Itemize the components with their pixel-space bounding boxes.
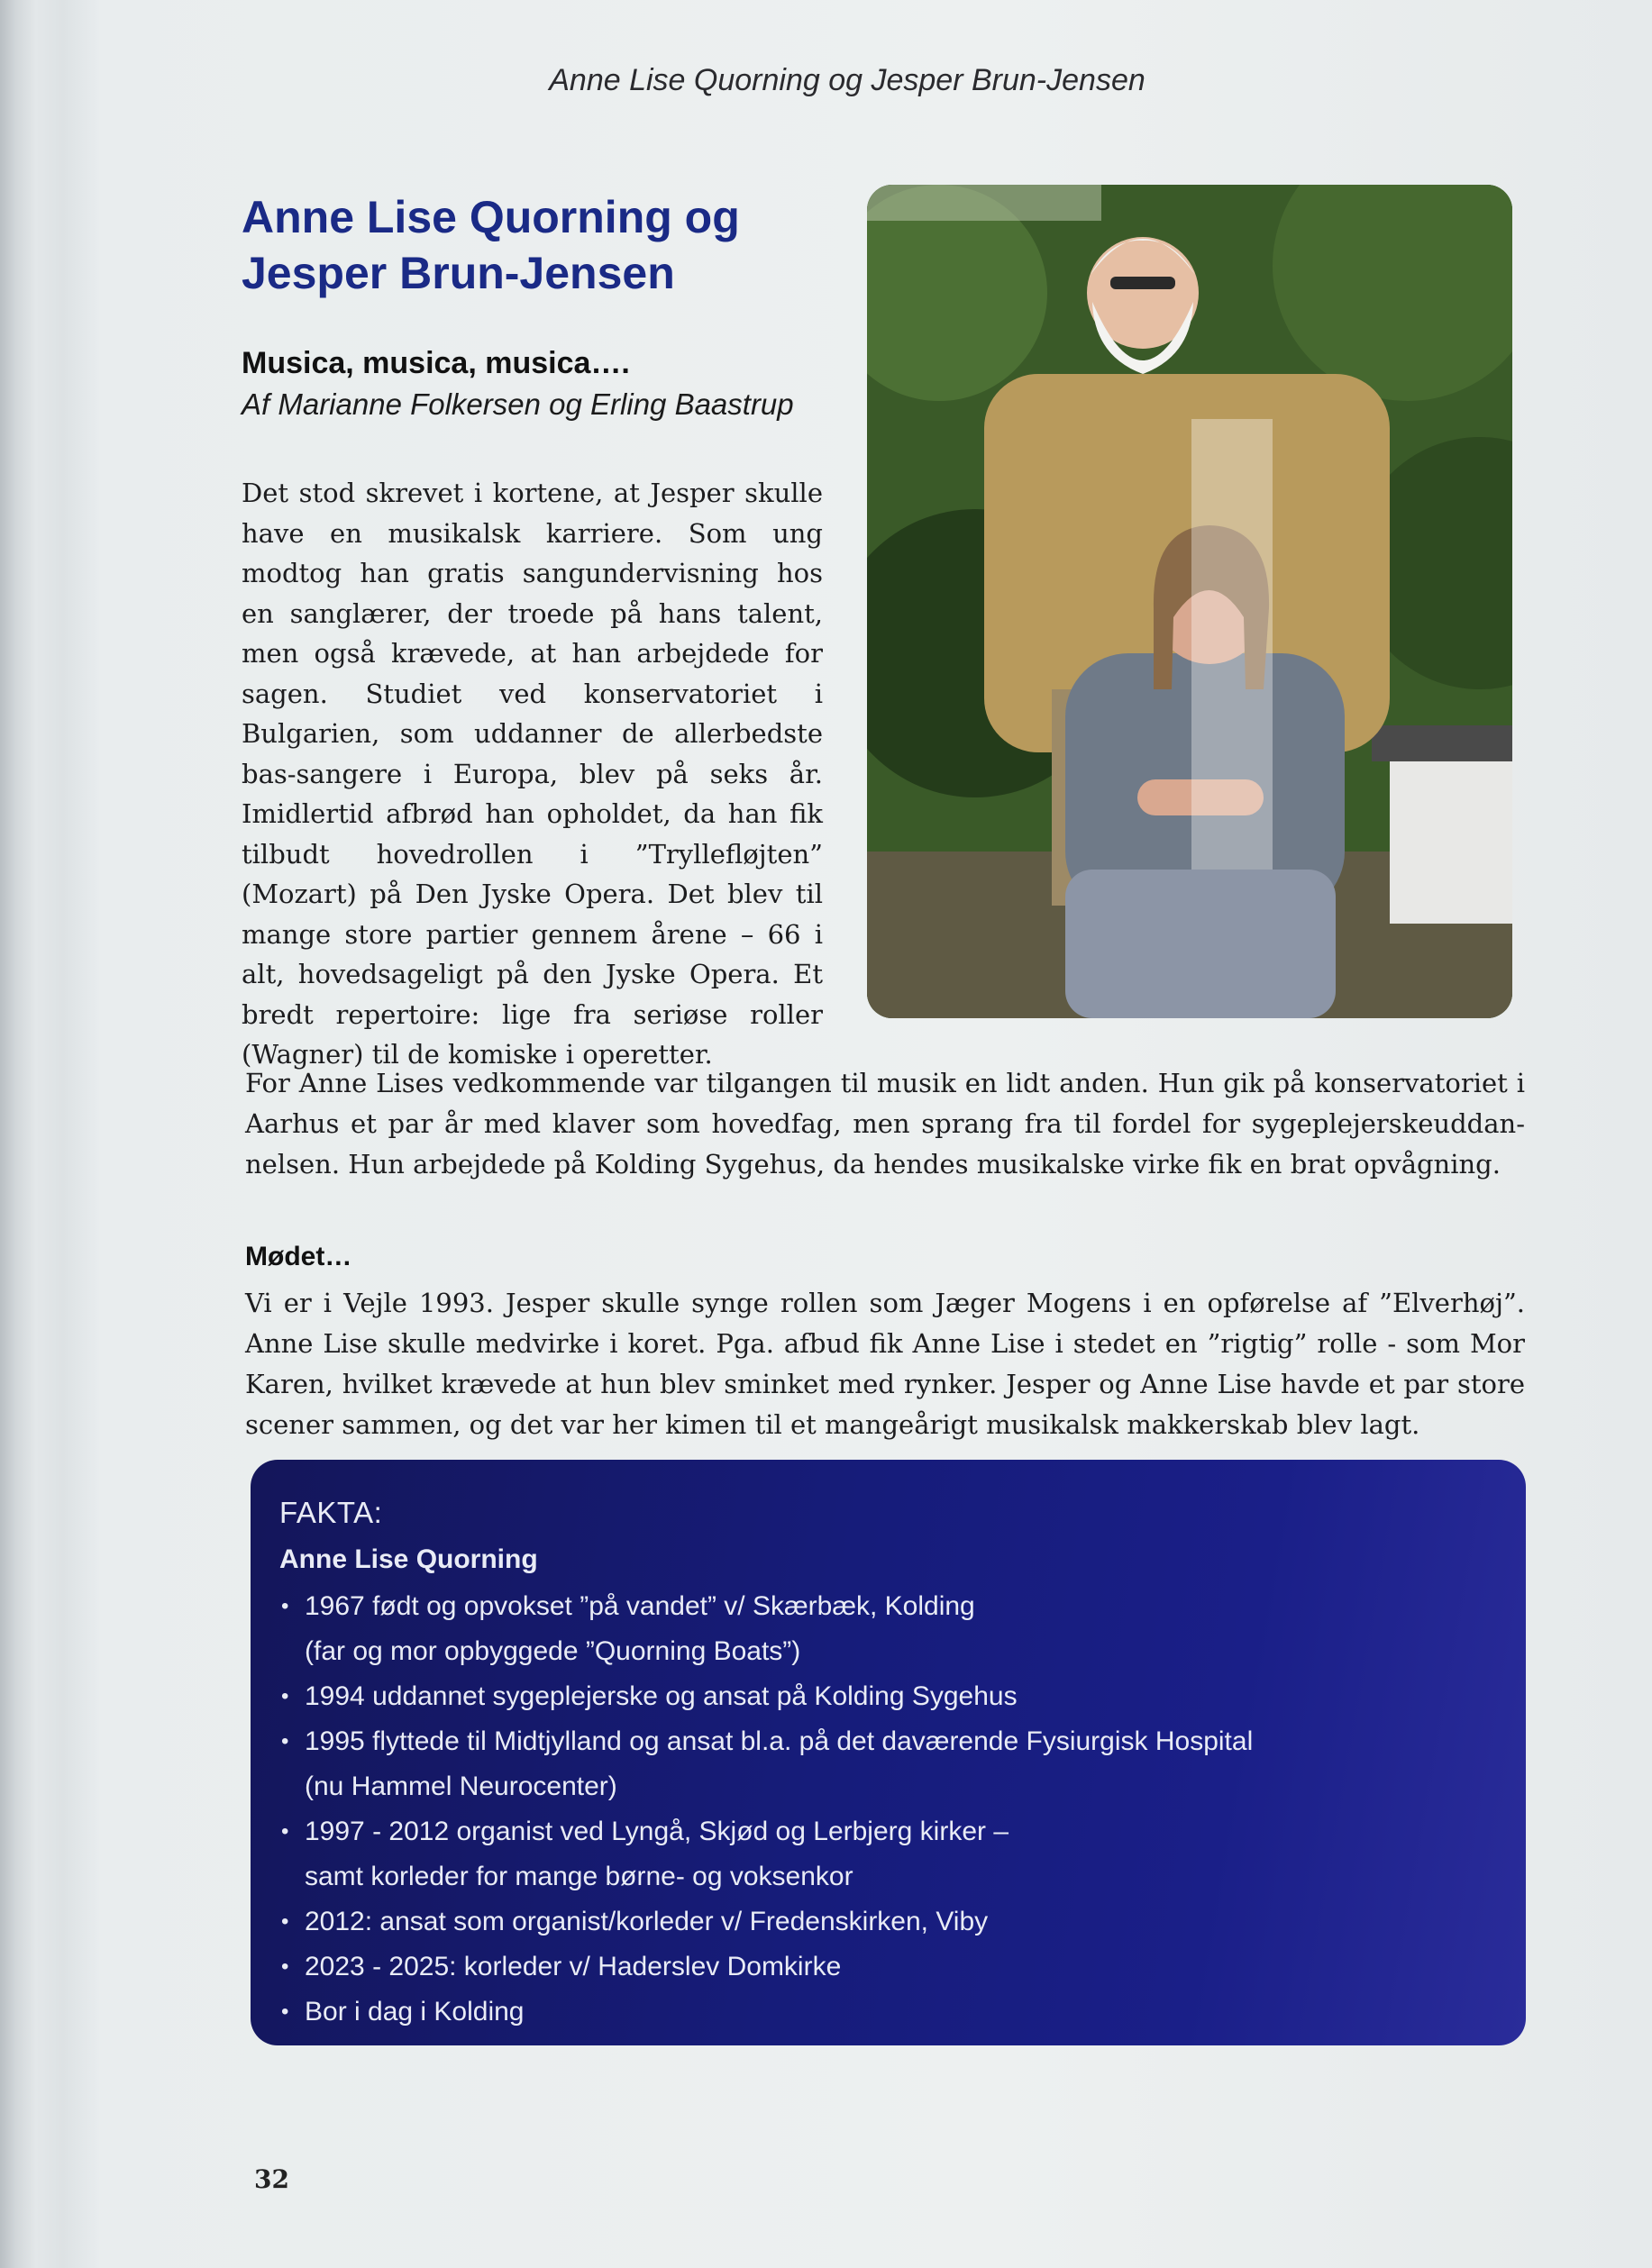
fakta-item-line-1: 1994 uddannet sygeplejerske og ansat på Kolding Sygehus [305,1681,1018,1711]
running-head: Anne Lise Quorning og Jesper Brun-Jensen [549,63,1145,97]
fakta-item-line-1: 2023 - 2025: korleder v/ Haderslev Domkirke [305,1952,842,1981]
title-line-1: Anne Lise Quorning og [242,192,740,242]
fakta-item-line-2: samt korleder for mange børne- og voksenkor [305,1862,853,1891]
fakta-box [251,1460,1526,2045]
fakta-item-line-2: (far og mor opbyggede ”Quorning Boats”) [305,1636,801,1666]
portrait-photo [867,185,1512,1018]
fakta-item-line-1: Bor i dag i Kolding [305,1997,525,2027]
paragraph-3: Vi er i Vejle 1993. Jesper skulle synge rollen som Jæger Mogens i en opførelse af ”Elverhøj”. Anne Lise skulle medvirke i koret. Pga. afbud fik Anne Lise i stedet en ”rigtig” rolle - som Mor Karen, hvilket krævede at hun blev sminket med rynker. Jesper og Anne Lise havde et par store scener sammen, og det var her kimen til et mangeårigt musikalsk makkerskab blev lagt. [245,1288,1525,1440]
paragraph-2: For Anne Lises vedkommende var tilgangen til musik en lidt anden. Hun gik på konservatoriet i Aarhus et par år med klaver som hovedfag, men sprang fra til fordel for sygeplejerskeuddannelsen. Hun arbejdede på Kolding Sygehus, da hendes musikalske virke fik en brat opvågning. [245,1068,1525,1180]
fakta-item [279,1990,1497,2035]
fakta-title: FAKTA: [279,1496,383,1529]
fakta-item [279,1719,1497,1809]
fakta-person-name: Anne Lise Quorning [279,1544,538,1574]
fakta-item-line-2: (nu Hammel Neurocenter) [305,1772,617,1801]
paragraph-1: Det stod skrevet i kortene, at Jesper skulle have en musikalsk karriere. Som ung modtog han gratis sangundervisning hos en sanglærer, der troede på hans talent, men også krævede, at han arbejdede for sagen. Studiet ved konservatoriet i Bulgarien, som uddanner de allerbedste bas-sangere i Europa, blev på seks år. Imidlertid afbrød han opholdet, da han fik tilbudt hovedrollen i ”Tryllefløjten” (Mozart) på Den Jyske Opera. Det blev til mange store partier gennem årene – 66 i alt, hovedsageligt på den Jyske Opera. Et bredt repertoire: lige fra seriøse roller (Wagner) til de komiske i operetter. [242,478,823,1070]
section-heading-moedet: Mødet… [245,1242,352,1271]
fakta-item [279,1809,1497,1899]
fakta-item-line-1: 1967 født og opvokset ”på vandet” v/ Skærbæk, Kolding [305,1591,975,1621]
fakta-item [279,1674,1497,1719]
fakta-item-line-1: 1997 - 2012 organist ved Lyngå, Skjød og Lerbjerg kirker – [305,1817,1009,1846]
fakta-item [279,1584,1497,1674]
fakta-item [279,1899,1497,1945]
fakta-item [279,1945,1497,1990]
fakta-item-line-1: 2012: ansat som organist/korleder v/ Fredenskirken, Viby [305,1907,989,1936]
article-byline: Af Marianne Folkersen og Erling Baastrup [242,387,794,421]
fakta-list [279,1584,1497,2035]
fakta-item-line-1: 1995 flyttede til Midtjylland og ansat bl.a. på det daværende Fysiurgisk Hospital [305,1726,1254,1756]
article-title [242,189,740,301]
page-number: 32 [254,2164,289,2194]
book-spine-shadow [0,0,99,2268]
title-line-2: Jesper Brun-Jensen [242,248,675,298]
portrait-photo-illustration [867,185,1512,1018]
article-subtitle: Musica, musica, musica…. [242,346,630,380]
